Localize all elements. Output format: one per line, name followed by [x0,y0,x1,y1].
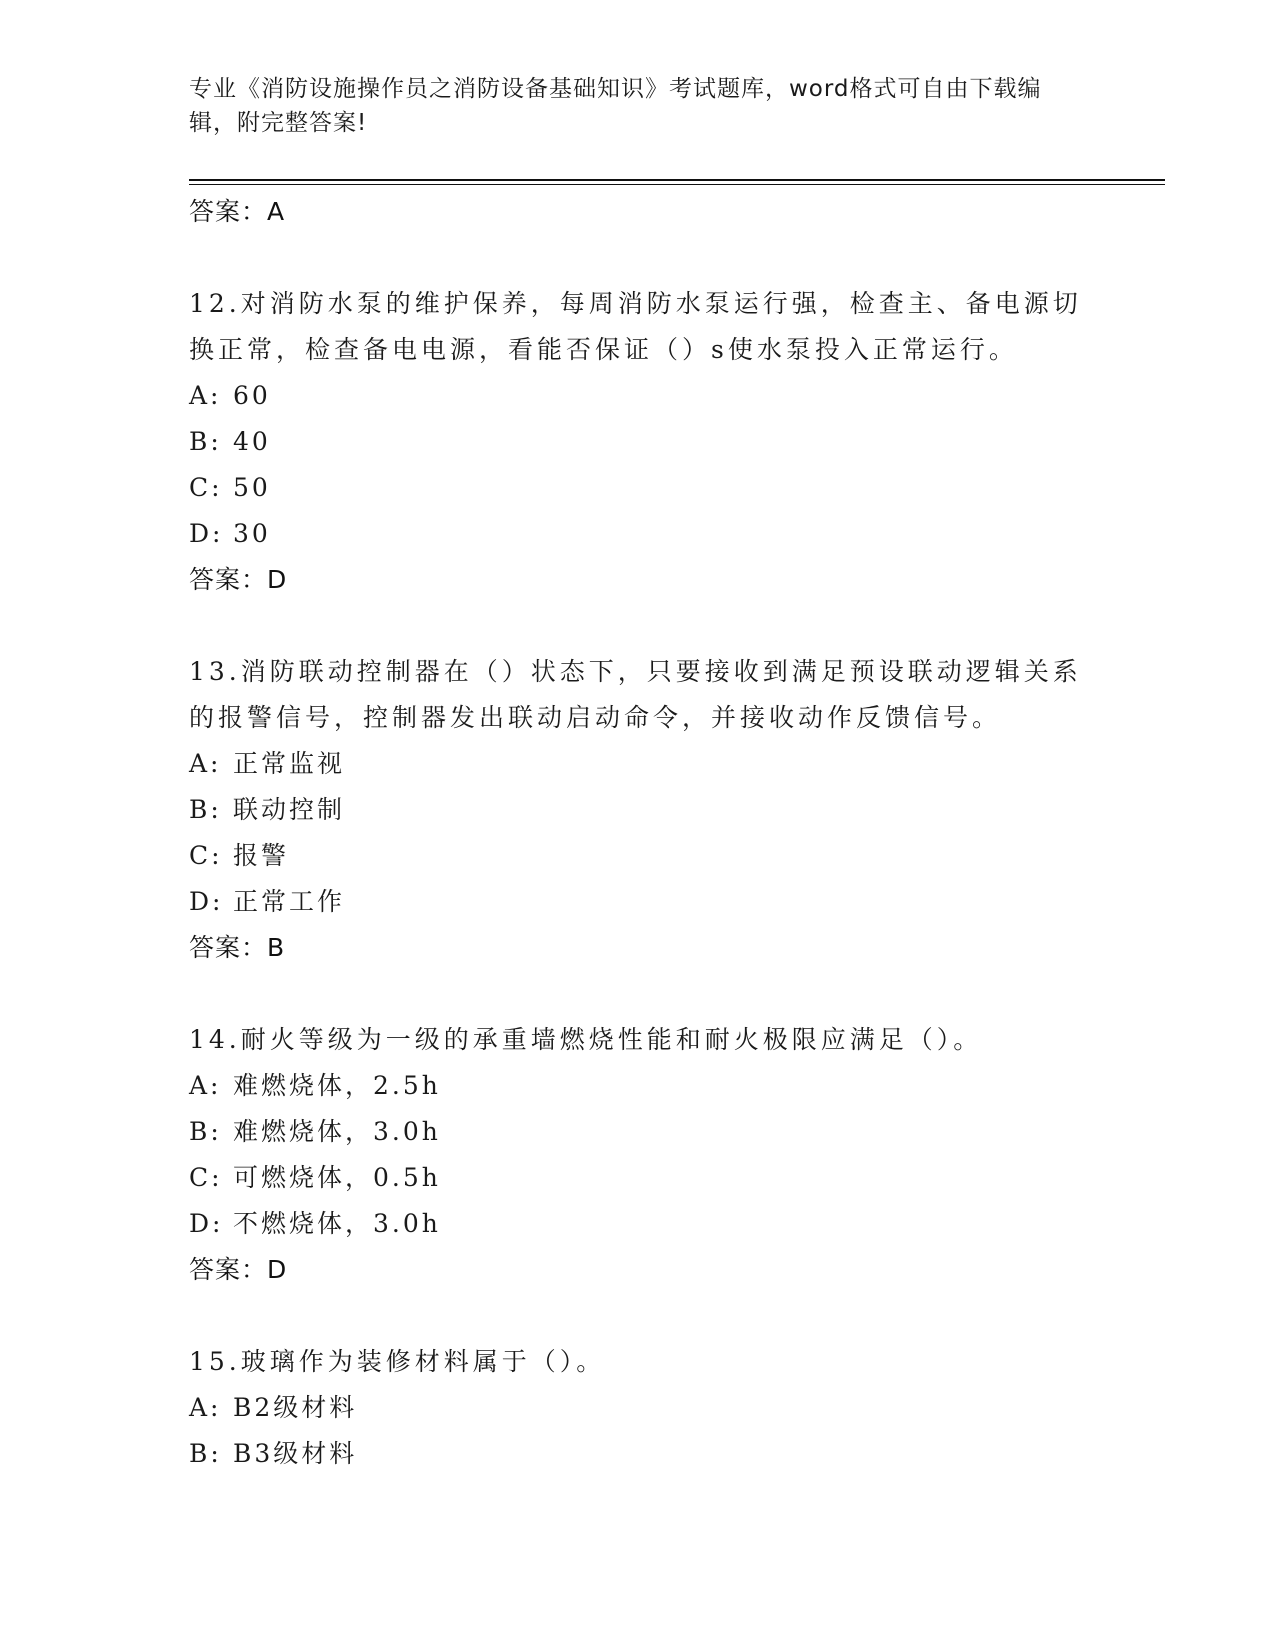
option-text: 30 [233,519,271,548]
option-letter: B: [189,795,222,824]
option-text: 报警 [233,841,290,870]
question-15 [189,1339,1089,1477]
option-text: 可燃烧体，0.5h [233,1163,441,1192]
question-12 [189,281,1089,603]
answer-label: 答案：D [189,565,288,594]
option-a [189,1385,1089,1431]
option-b [189,1109,1089,1155]
header-divider [189,179,1165,181]
question-stem: 15.玻璃作为装修材料属于（）。 [189,1347,606,1376]
option-text: 难燃烧体，2.5h [233,1071,441,1100]
option-text: 难燃烧体，3.0h [233,1117,441,1146]
option-letter: A: [189,381,222,410]
header-divider-thin [189,184,1165,185]
option-letter: A: [189,1393,222,1422]
option-letter: B: [189,1117,222,1146]
option-text: 60 [233,381,271,410]
option-d [189,879,1089,925]
option-letter: D: [189,1209,224,1238]
question-stem: 14.耐火等级为一级的承重墙燃烧性能和耐火极限应满足（）。 [189,1025,983,1054]
option-text: 正常监视 [233,749,346,778]
option-letter: B: [189,427,222,456]
option-d [189,1201,1089,1247]
answer-label: 答案：D [189,1255,288,1284]
option-letter: B: [189,1439,222,1468]
answer-label: 答案：B [189,933,286,962]
option-text: B2级材料 [233,1393,358,1422]
question-stem: 13.消防联动控制器在（）状态下，只要接收到满足预设联动逻辑关系的报警信号，控制器发出联动启动命令，并接收动作反馈信号。 [189,657,1082,732]
option-text: 40 [233,427,271,456]
document-header: 专业《消防设施操作员之消防设备基础知识》考试题库，word格式可自由下载编辑，附完整答案! [189,76,1042,136]
option-text: B3级材料 [233,1439,358,1468]
question-list [189,189,1089,1477]
option-b [189,787,1089,833]
option-a [189,1063,1089,1109]
option-c [189,833,1089,879]
question-13 [189,649,1089,971]
question-stem: 12.对消防水泵的维护保养，每周消防水泵运行强，检查主、备电源切换正常，检查备电电源，看能否保证（）s使水泵投入正常运行。 [189,289,1082,364]
option-b [189,1431,1089,1477]
option-letter: C: [189,841,223,870]
option-text: 50 [233,473,271,502]
option-text: 不燃烧体，3.0h [233,1209,441,1238]
option-c [189,465,1089,511]
question-14 [189,1017,1089,1293]
option-d [189,511,1089,557]
option-a [189,373,1089,419]
option-letter: A: [189,1071,222,1100]
answer-label: 答案：A [189,197,286,226]
option-a [189,741,1089,787]
option-text: 正常工作 [233,887,346,916]
option-letter: C: [189,473,223,502]
option-text: 联动控制 [233,795,346,824]
option-letter: A: [189,749,222,778]
option-letter: D: [189,887,224,916]
option-c [189,1155,1089,1201]
option-letter: D: [189,519,224,548]
option-b [189,419,1089,465]
option-letter: C: [189,1163,223,1192]
